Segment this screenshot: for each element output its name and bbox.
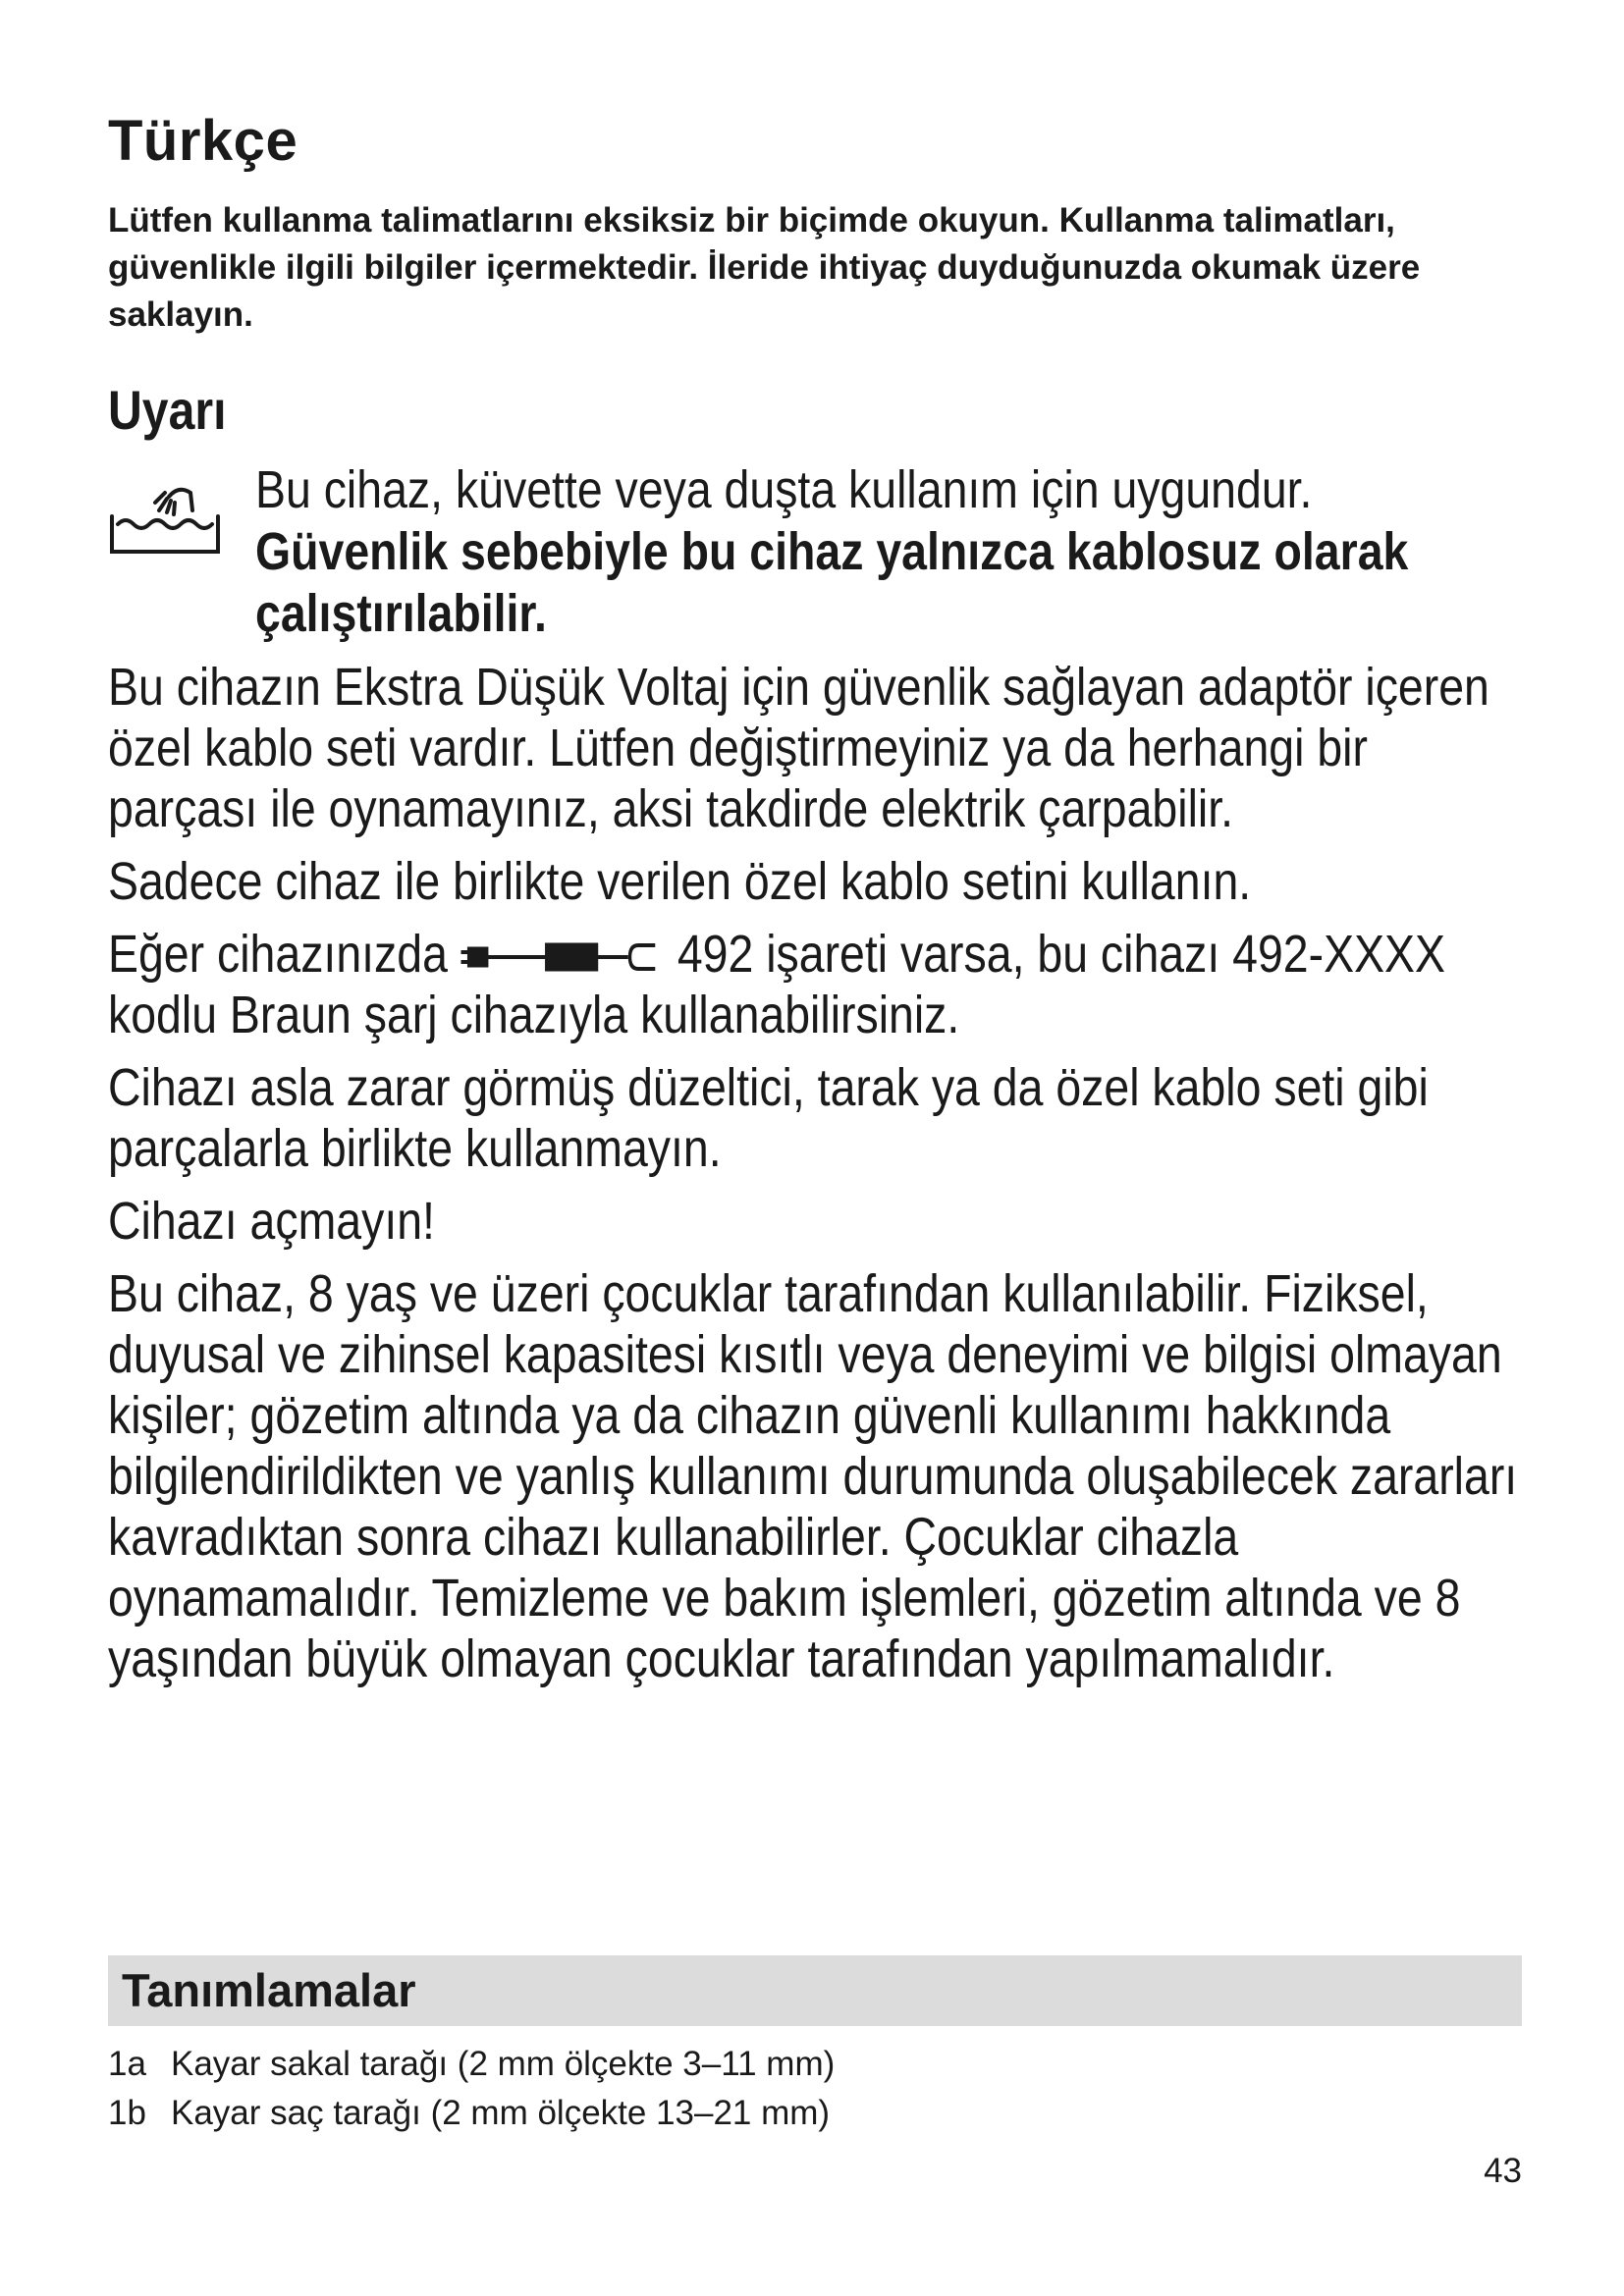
page-title: Türkçe — [108, 109, 298, 173]
paragraph-children: Bu cihaz, 8 yaş ve üzeri çocuklar tarafından kullanılabilir. Fiziksel, duyusal ve zihinsel kapasitesi kısıtlı veya deneyimi ve bilgisi olmayan kişiler; gözetim altında ya da cihazın güvenli kullanımı hakkında bilgilendirildikten ve yanlış kullanımı durumunda oluşabilecek zararları kavradıktan sonra cihazı kullanabilirler. Çocuklar cihazla oynamamalıdır. Temizleme ve bakım işlemleri, gözetim altında ve 8 yaşından büyük olmayan çocuklar tarafından yapılmamalıdır. — [108, 1264, 1518, 1688]
definitions-header — [108, 1955, 1522, 2026]
paragraph-charger — [108, 924, 1522, 1045]
list-item — [108, 2089, 835, 2138]
page-number: 43 — [1484, 2152, 1522, 2190]
paragraph-cable-set: Bu cihazın Ekstra Düşük Voltaj için güvenlik sağlayan adaptör içeren özel kablo seti vardır. Lütfen değiştirmeyiniz ya da herhangi bir parçası ile oynamayınız, aksi takdirde elektrik çarpabilir. — [108, 658, 1489, 838]
bath-shower-icon — [108, 467, 224, 558]
paragraph-use-supplied-cable: Sadece cihaz ile birlikte verilen özel kablo setini kullanın. — [108, 852, 1252, 911]
cable-adapter-icon — [461, 939, 664, 975]
paragraph-do-not-open: Cihazı açmayın! — [108, 1192, 435, 1251]
charger-text-before: Eğer cihazınızda — [108, 925, 448, 984]
list-item — [108, 2040, 835, 2089]
definition-number: 1a — [108, 2045, 146, 2083]
warning-block — [108, 459, 1522, 645]
warning-bold-text: Güvenlik sebebiyle bu cihaz yalnızca kablosuz olarak çalıştırılabilir. — [255, 522, 1409, 643]
intro-text: Lütfen kullanma talimatlarını eksiksiz bir biçimde okuyun. Kullanma talimatları, güvenlikle ilgili bilgiler içermektedir. İleride ihtiyaç duyduğunuzda okumak üzere saklayın. — [108, 201, 1421, 334]
definition-text: Kayar saç tarağı (2 mm ölçekte 13–21 mm) — [171, 2094, 831, 2132]
definition-number: 1b — [108, 2094, 146, 2132]
page-content — [108, 108, 1522, 1689]
warning-title: Uyarı — [108, 379, 227, 441]
paragraph-damaged-parts: Cihazı asla zarar görmüş düzeltici, tarak ya da özel kablo seti gibi parçalarla birlikte kullanmayın. — [108, 1058, 1429, 1178]
definitions-title: Tanımlamalar — [122, 1964, 416, 2016]
charger-text-after: 492 işareti varsa, bu cihazı 492-XXXX kodlu Braun şarj cihazıyla kullanabilirsiniz. — [108, 925, 1445, 1044]
warning-line: Bu cihaz, küvette veya duşta kullanım için uygundur. — [255, 460, 1313, 519]
definition-text: Kayar sakal tarağı (2 mm ölçekte 3–11 mm) — [171, 2045, 836, 2083]
definitions-list — [108, 2040, 835, 2138]
